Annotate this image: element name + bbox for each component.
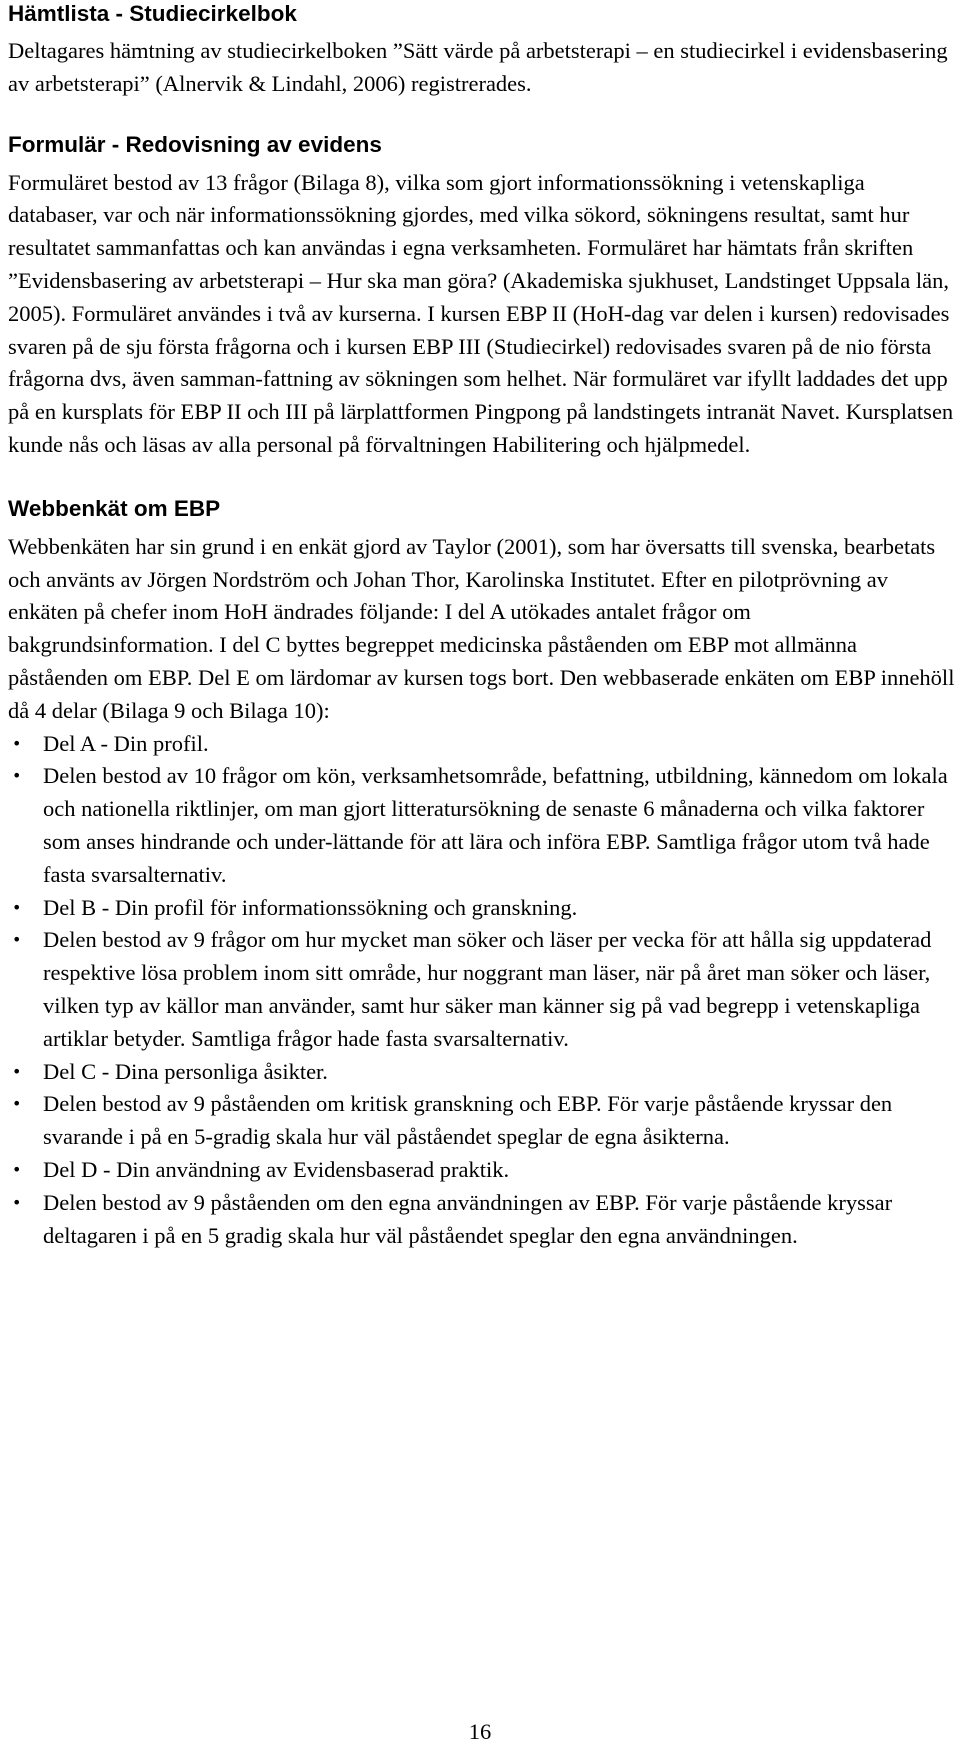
paragraph-webbenkat: Webbenkäten har sin grund i en enkät gjord av Taylor (2001), som har översatts till svenska, bearbetats och använts av Jörgen Nordström och Johan Thor, Karolinska Institutet. Efter en pilotprövning av enkäten på chefer inom HoH ändrades följande: I del A utökades antalet frågor om bakgrundsinformation. I del C byttes begreppet medicinska påståenden om EBP mot allmänna påståenden om EBP. Del E om lärdomar av kursen togs bort. Den webbaserade enkäten om EBP innehöll då 4 delar (Bilaga 9 och Bilaga 10): — [8, 533, 955, 723]
list-item-text: Del A - Din profil. — [43, 730, 209, 756]
list-item-text: Del D - Din användning av Evidensbaserad praktik. — [43, 1156, 510, 1182]
bullet-icon: • — [12, 897, 22, 917]
bullet-icon: • — [12, 1094, 22, 1114]
section-heading-formular: Formulär - Redovisning av evidens — [8, 131, 382, 157]
list-item — [8, 1088, 958, 1154]
bullet-icon: • — [12, 930, 22, 950]
list-item — [8, 1154, 958, 1187]
list-item-text: Del C - Dina personliga åsikter. — [43, 1058, 328, 1084]
section-heading-webbenkat: Webbenkät om EBP — [8, 495, 221, 521]
bullet-icon: • — [12, 766, 22, 786]
page-number: 16 — [468, 1719, 492, 1744]
list-item — [8, 1056, 958, 1089]
bullet-icon: • — [12, 1159, 22, 1179]
paragraph-hamtlista: Deltagares hämtning av studiecirkelboken ”Sätt värde på arbetsterapi – en studiecirkel i evidensbasering av arbetsterapi” (Alnervik & Lindahl, 2006) registrerades. — [8, 38, 948, 96]
section-heading-hamtlista: Hämtlista - Studiecirkelbok — [8, 1, 297, 26]
list-item-text: Del B - Din profil för informationssökning och granskning. — [43, 894, 578, 920]
list-item — [8, 892, 958, 925]
bullet-icon: • — [12, 1061, 22, 1081]
list-item — [8, 728, 958, 761]
list-item-text: Delen bestod av 10 frågor om kön, verksamhetsområde, befattning, utbildning, kännedom om lokala och nationella riktlinjer, om man gjort litteratursökning de senaste 6 månaderna och vilka faktorer som anses hindrande och under-lättande för att lära och införa EBP. Samtliga frågor utom två hade fasta svarsalternativ. — [43, 763, 948, 887]
list-item — [8, 924, 958, 1055]
bullet-icon: • — [12, 1192, 22, 1212]
survey-parts-list — [8, 728, 958, 1253]
bullet-icon: • — [12, 733, 22, 753]
list-item-text: Delen bestod av 9 frågor om hur mycket man söker och läser per vecka för att hålla sig uppdaterad respektive lösa problem inom sitt område, hur noggrant man läser, när på året man söker och läser, vilken typ av källor man använder, samt hur säker man känner sig på vad begrepp i vetenskapliga artiklar betyder. Samtliga frågor hade fasta svarsalternativ. — [43, 927, 932, 1051]
document-page — [8, 0, 958, 1252]
paragraph-formular: Formuläret bestod av 13 frågor (Bilaga 8), vilka som gjort informationssökning i vetenskapliga databaser, var och när informationssökning gjordes, med vilka sökord, sökningens resultat, samt hur resultatet sammanfattas och kan användas i egna verksamheten. Formuläret har hämtats från skriften ”Evidensbasering av arbetsterapi – Hur ska man göra? (Akademiska sjukhuset, Landstinget Uppsala län, 2005). Formuläret användes i två av kurserna. I kursen EBP II (HoH-dag var delen i kursen) redovisades svaren på de sju första frågorna och i kursen EBP III (Studiecirkel) redovisades svaren på de nio första frågorna dvs, även samman-fattning av sökningen som helhet. När formuläret var ifyllt laddades det upp på en kursplats för EBP II och III på lärplattformen Pingpong på landstingets intranät Navet. Kursplatsen kunde nås och läsas av alla personal på förvaltningen Habilitering och hjälpmedel. — [8, 169, 954, 457]
list-item — [8, 760, 958, 891]
list-item-text: Delen bestod av 9 påståenden om kritisk granskning och EBP. För varje påstående kryssar den svarande i på en 5-gradig skala hur väl påståendet speglar de egna åsikterna. — [43, 1091, 893, 1150]
list-item — [8, 1187, 958, 1253]
list-item-text: Delen bestod av 9 påståenden om den egna användningen av EBP. För varje påstående kryssar deltagaren i på en 5 gradig skala hur väl påståendet speglar den egna användningen. — [43, 1189, 893, 1248]
